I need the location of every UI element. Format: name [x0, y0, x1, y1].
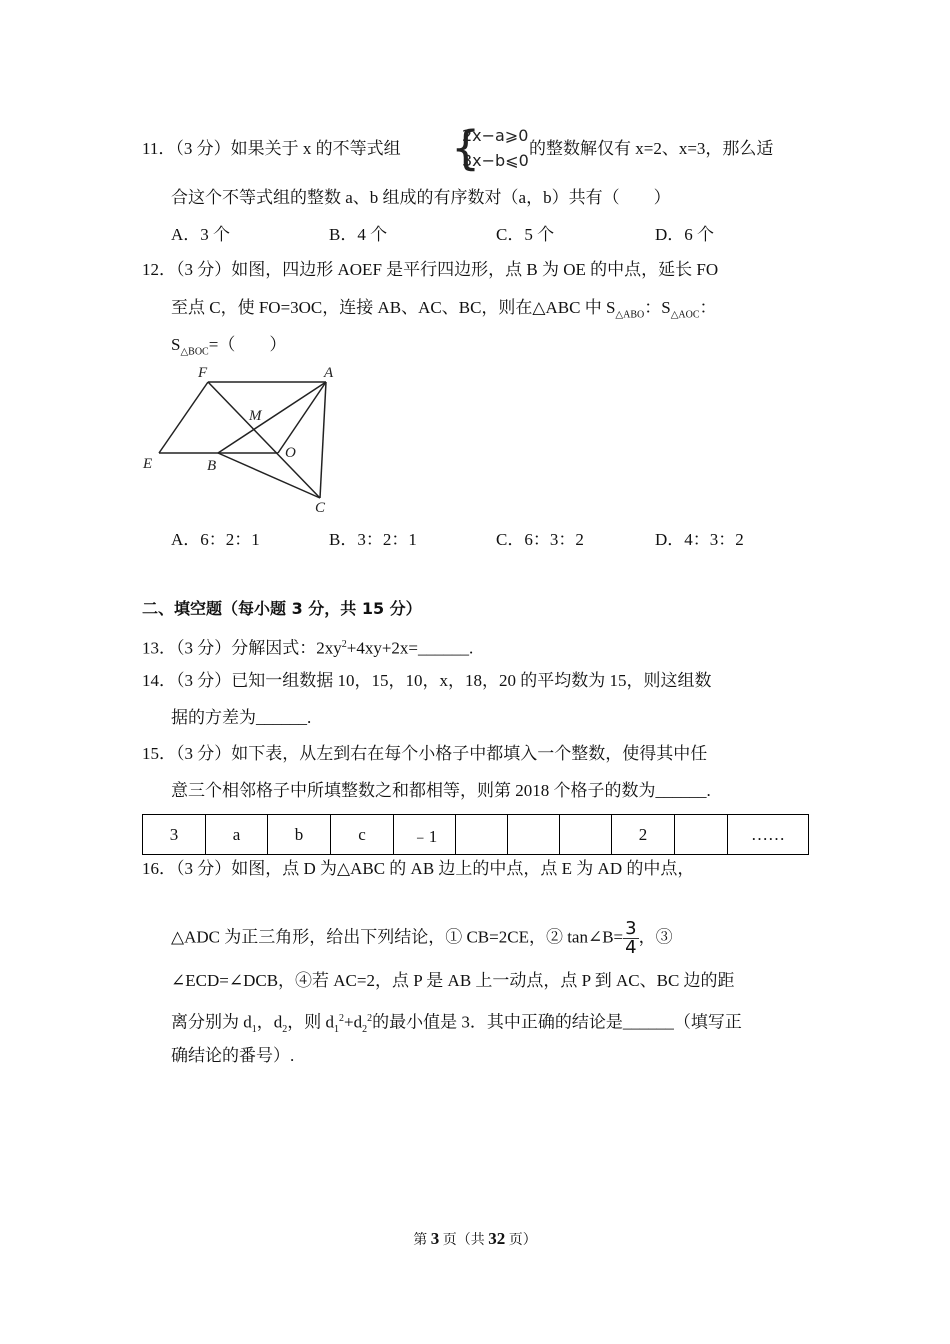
label-e: E	[143, 456, 153, 472]
footer-post: 页）	[505, 1233, 537, 1248]
sub-4: 2	[362, 1024, 368, 1036]
segment-ab	[218, 382, 326, 453]
q16-line2	[171, 920, 673, 957]
grid-cell: 2	[612, 815, 675, 855]
q16-line4-c: ，则 d	[287, 1012, 334, 1032]
q16-line4-a: 离分别为 d	[171, 1012, 252, 1032]
q12-option-b: B．3：2：1	[329, 530, 417, 549]
q12-line2	[171, 297, 717, 326]
grid-cell: b	[268, 815, 331, 855]
sub-abo: △ABO	[615, 309, 645, 321]
q15-line1: 15．（3 分）如下表，从左到右在每个小格子中都填入一个整数，使得其中任	[142, 744, 708, 763]
label-c: C	[315, 500, 326, 516]
grid-cell: ……	[728, 815, 809, 855]
q16-line4	[171, 1008, 742, 1041]
q12-option-c: C．6：3：2	[496, 530, 584, 549]
q12-line3	[171, 334, 286, 363]
q15-line2: 意三个相邻格子中所填整数之和都相等，则第 2018 个格子的数为______.	[171, 781, 711, 800]
sup-2: 2	[367, 1013, 373, 1024]
q13-text-b: +4xy+2x=______.	[346, 638, 474, 658]
q16-line4-d: +d	[344, 1012, 363, 1032]
q14-line2: 据的方差为______.	[171, 708, 312, 727]
q16-line3: ∠ECD=∠DCB，④若 AC=2，点 P 是 AB 上一动点，点 P 到 AC、BC 边的距	[171, 971, 735, 990]
q13-text-a: 13．（3 分）分解因式：2xy	[142, 638, 342, 658]
q12-option-d: D．4：3：2	[655, 530, 744, 549]
q11-option-d: D．6 个	[655, 225, 715, 244]
sub-3: 1	[334, 1024, 339, 1036]
q11-line2: 合这个不等式组的整数 a、b 组成的有序数对（a，b）共有（ ）	[171, 188, 671, 207]
grid-cell: a	[206, 815, 268, 855]
q16-line1: 16．（3 分）如图，点 D 为△ABC 的 AB 边上的中点，点 E 为 AD 的中点，	[142, 859, 695, 878]
footer-mid: 页（共	[439, 1233, 489, 1248]
sup-1: 2	[339, 1013, 344, 1024]
sub-aoc: △AOC	[670, 309, 700, 321]
page-number: 3	[430, 1229, 440, 1248]
sub-2: 2	[282, 1024, 288, 1036]
q11-option-b: B．4 个	[329, 225, 388, 244]
q12-sep1: ：S	[644, 298, 671, 317]
inequality-brace: {	[451, 121, 481, 175]
q13-sup: 2	[341, 639, 347, 650]
q14-line1: 14．（3 分）已知一组数据 10，15，10，x，18，20 的平均数为 15，则这组数	[142, 671, 712, 690]
grid-cell: c	[331, 815, 394, 855]
q16-line2-text: △ADC 为正三角形，给出下列结论，① CB=2CE，② tan∠B=	[171, 927, 624, 947]
q12-line3-text: =（ ）	[208, 335, 287, 354]
q13-line	[142, 634, 473, 660]
page-footer	[0, 1229, 950, 1249]
q11-line1-a: 11．（3 分）如果关于 x 的不等式组	[142, 139, 401, 158]
label-f: F	[198, 365, 208, 381]
q16-line4-e: 的最小值是 3．其中正确的结论是______（填写正	[372, 1012, 742, 1032]
q11-option-a: A．3 个	[171, 225, 231, 244]
grid-cell: 3	[143, 815, 206, 855]
footer-pre: 第	[413, 1233, 431, 1248]
segment-fe	[159, 382, 208, 453]
q12-option-a: A．6：2：1	[171, 530, 260, 549]
q12-line3-s: S	[171, 335, 181, 354]
q15-number-grid	[142, 814, 809, 855]
grid-cell	[456, 815, 508, 855]
fraction-denominator: 4	[625, 937, 637, 958]
tan-fraction	[623, 920, 638, 957]
parallelogram-figure	[138, 362, 348, 517]
inequality-2: 3x−b⩽0	[462, 151, 529, 170]
segment-ac	[320, 382, 326, 498]
grid-cell	[560, 815, 612, 855]
q16-line2-tail: ，③	[638, 927, 673, 947]
q12-line1: 12．（3 分）如图，四边形 AOEF 是平行四边形，点 B 为 OE 的中点，延长 FO	[142, 260, 719, 279]
page-total: 32	[488, 1229, 506, 1248]
segment-ao	[278, 382, 326, 453]
segment-fc	[208, 382, 320, 498]
q11-line1-b: 的整数解仅有 x=2、x=3，那么适	[529, 139, 774, 158]
inequality-1: 2x−a⩾0	[462, 126, 529, 145]
sub-boc: △BOC	[180, 346, 209, 358]
grid-cell	[508, 815, 560, 855]
sub-1: 1	[251, 1024, 257, 1036]
grid-cell	[675, 815, 728, 855]
q11-option-c: C．5 个	[496, 225, 555, 244]
label-m: M	[249, 408, 262, 424]
q16-line4-b: ，d	[256, 1012, 283, 1032]
q16-line5: 确结论的番号）.	[171, 1046, 295, 1065]
fraction-numerator: 3	[625, 918, 637, 939]
section-2-title: 二、填空题（每小题 3 分，共 15 分）	[142, 599, 422, 618]
segment-bc	[218, 453, 320, 498]
grid-cell: ﹣1	[394, 815, 456, 855]
q12-line2-text: 至点 C，使 FO=3OC，连接 AB、AC、BC，则在△ABC 中 S	[171, 298, 616, 317]
q12-sep2: ：	[699, 298, 717, 317]
label-o: O	[285, 445, 296, 461]
label-a: A	[324, 365, 334, 381]
label-b: B	[207, 458, 217, 474]
